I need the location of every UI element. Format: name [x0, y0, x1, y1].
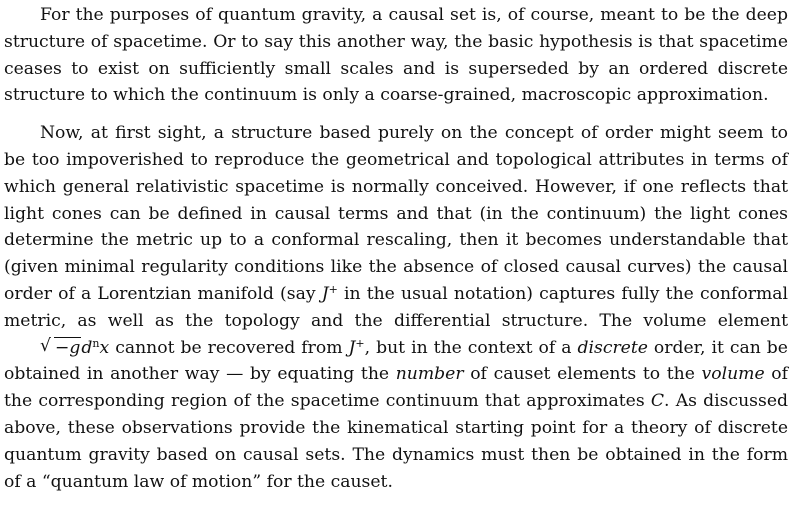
text-run: of the corresponding region of the spacetime continuum that approximates: [4, 364, 788, 412]
math-j-plus: J+: [321, 282, 338, 304]
text-run: in the usual notation) captures fully the conformal metric, as well as the topology and the differential structure. The volume element: [4, 283, 788, 331]
emphasis-volume: volume: [701, 364, 765, 385]
math-volume-element: √ −g: [4, 335, 81, 362]
text-run: Now, at first sight, a structure based purely on the concept of order might seem to be too impoverished to reproduce the geometrical and topological attributes in terms of which general relativistic spacetime is normally conceived. However, if one reflects that light cones can be defined in causal terms and that (in the continuum) the light cones determine the metric up to a conformal rescaling, then it becomes understandable that (given minimal regularity conditions like the absence of closed causal curves) the causal order of a Lorentzian manifold (say: [4, 123, 788, 304]
text-run: cannot be recovered from: [109, 337, 349, 358]
text-run: of causet elements to the: [463, 364, 702, 385]
emphasis-number: number: [395, 364, 464, 385]
emphasis-discrete: discrete: [577, 337, 648, 358]
math-c: C: [650, 391, 665, 412]
text-run: , but in the context of a: [364, 337, 578, 358]
paragraph-causal-set-hypothesis: For the purposes of quantum gravity, a causal set is, of course, meant to be the deep structure of spacetime. Or to say this another way, the basic hypothesis is that spacetime ceases to exist on sufficiently small scales and is superseded by an ordered discrete structure to which the continuum is only a coarse-grained, macroscopic approximation.: [4, 5, 788, 106]
text-run: order, it can be obtained in another way — by equating the: [4, 337, 788, 385]
math-j-plus: J+: [348, 336, 365, 358]
text-run: . As discussed above, these observations provide the kinematical starting point for a theory of discrete quantum gravity based on causal sets. The dynamics must then be obtained in the form of a “quantum law of motion” for the causet.: [4, 391, 788, 492]
sqrt-icon: √: [40, 335, 51, 356]
paragraph-order-and-geometry: Now, at first sight, a structure based purely on the concept of order might seem to be too impoverished to reproduce the geometrical and topological attributes in terms of which general relativistic spacetime is normally conceived. However, if one reflects that light cones can be defined in causal terms and that (in the continuum) the light cones determine the metric up to a conformal rescaling, then it becomes understandable that (given minimal regularity conditions like the absence of closed causal curves) the causal order of a Lorentzian manifold (say J+ in the usual notation) captures fully the conformal metric, as well as the topology and the differential structure. The volume element √ $-gd^nx$ cannot be recovered from J+, but in the context of a discrete order, it can be obtained in another way — by equating the number of causet elements to the volume of the corresponding region of the spacetime continuum that approximates C. As discussed above, these observations provide the kinematical starting point for a theory of discrete quantum gravity based on causal sets. The dynamics must then be obtained in the form of a “quantum law of motion” for the causet.: [4, 123, 788, 492]
